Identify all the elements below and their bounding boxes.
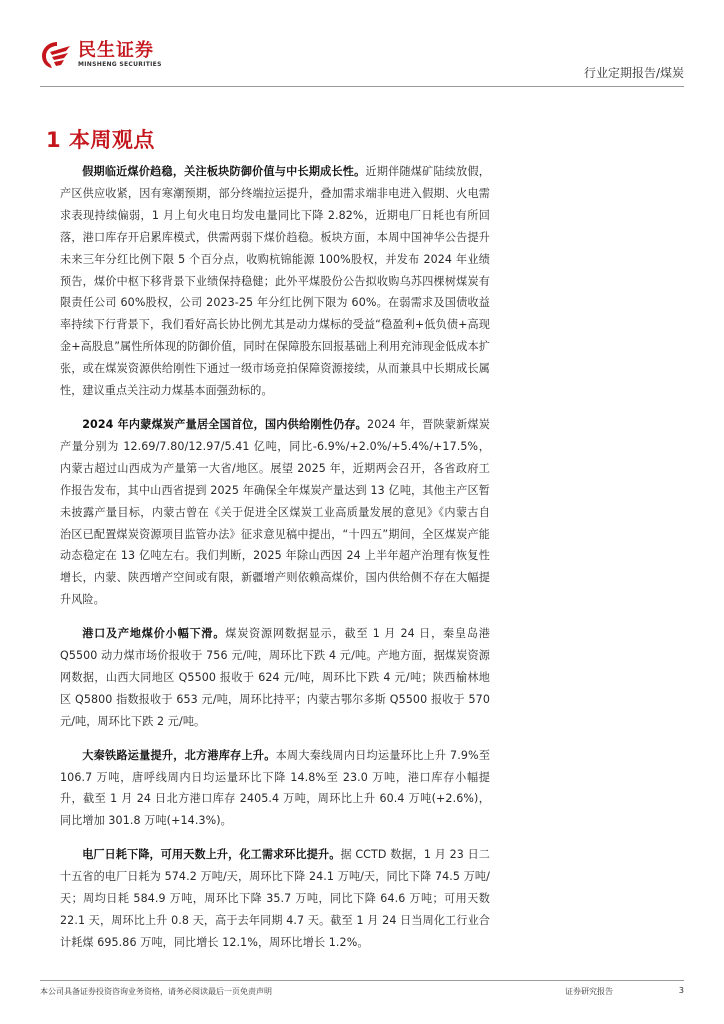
paragraph-text: 据 CCTD 数据，1 月 23 日二十五省的电厂日耗为 574.2 万吨/天，周环比下降 24.1 万吨/天，同比下降 74.5 万吨/天；周均日耗 584.9 万吨，周环比下降 35.7 万吨，同比下降 64.6 万吨；可用天数 22.1 天，周环比上升 0.8 天，高于去年同期 4.7 天。截至 1 月 24 日当周化工行业合计耗煤 695.86 万吨，同比增长 12.1%，周环比增长 1.2%。	[60, 848, 490, 949]
paragraph-text: 煤炭资源网数据显示，截至 1 月 24 日，秦皇岛港 Q5500 动力煤市场价报收于 756 元/吨，周环比下跌 4 元/吨。产地方面，据煤炭资源网数据，山西大同地区 Q5500 报收于 624 元/吨，周环比下跌 4 元/吨；陕西榆林地区 Q5800 指数报收于 653 元/吨，周环比持平；内蒙古鄂尔多斯 Q5500 报收于 570 元/吨，周环比下跌 2 元/吨。	[60, 627, 490, 728]
page-header	[40, 40, 684, 86]
paragraph-power-plant	[60, 844, 490, 954]
report-category: 行业定期报告/煤炭	[583, 66, 684, 80]
paragraph-price-view	[60, 161, 490, 402]
paragraph-lead: 假期临近煤价趋稳，关注板块防御价值与中长期成长性。	[82, 165, 366, 178]
paragraph-production	[60, 414, 490, 611]
paragraph-lead: 2024 年内蒙煤炭产量居全国首位，国内供给刚性仍存。	[82, 417, 368, 431]
minsheng-logo-icon	[40, 40, 74, 70]
paragraph-text: 近期伴随煤矿陆续放假，产区供应收紧，因有寒潮预期，部分终端拉运提升，叠加需求端非电进入假期、火电需求表现持续偏弱，1 月上旬火电日均发电量同比下降 2.82%，近期电厂日耗也有所回落，港口库存开启累库模式，供需两弱下煤价趋稳。板块方面，本周中国神华公告提升未来三年分红比例下限 5 个百分点，收购杭锦能源 100%股权，并发布 2024 年业绩预告，煤价中枢下移背景下业绩保持稳健；此外平煤股份公告拟收购乌苏四棵树煤炭有限责任公司 60%股权，公司 2023-25 年分红比例下限为 60%。在弱需求及国债收益率持续下行背景下，我们看好高长协比例尤其是动力煤标的受益“稳盈利+低负债+高现金+高股息”属性所体现的防御价值，同时在保障股东回报基础上利用充沛现金低成本扩张，或在煤炭资源供给刚性下通过一级市场竞拍保障资源接续，从而兼具中长期成长属性，建议重点关注动力煤基本面强劲标的。	[60, 165, 490, 398]
footer-divider	[40, 980, 684, 981]
paragraph-lead: 大秦铁路运量提升，北方港库存上升。	[82, 748, 276, 762]
logo-english-name: MINSHENG SECURITIES	[78, 61, 162, 68]
report-body	[60, 161, 490, 966]
paragraph-port-price	[60, 623, 490, 733]
section-title: 1 本周观点	[46, 128, 155, 152]
paragraph-text: 本周大秦线周内日均运量环比上升 7.9%至 106.7 万吨，唐呼线周内日均运量环比下降 14.8%至 23.0 万吨，港口库存小幅提升，截至 1 月 24 日北方港口库存 2405.4 万吨，周环比上升 60.4 万吨(+2.6%)，同比增加 301.8 万吨(+14.3%)。	[60, 748, 491, 828]
paragraph-lead: 港口及产地煤价小幅下滑。	[82, 627, 226, 641]
paragraph-lead: 电厂日耗下降，可用天数上升，化工需求环比提升。	[82, 848, 341, 862]
company-logo	[40, 40, 162, 70]
logo-chinese-name: 民生证券	[78, 40, 154, 61]
footer-label: 证券研究报告	[565, 987, 613, 996]
page-number: 3	[678, 986, 684, 995]
paragraph-text: 2024 年，晋陕蒙新煤炭产量分别为 12.69/7.80/12.97/5.41 亿吨，同比-6.9%/+2.0%/+5.4%/+17.5%，内蒙古超过山西成为产量第一大省/地区。展望 2025 年，近期两会召开，各省政府工作报告发布，其中山西省提到 2025 年确保全年煤炭产量达到 13 亿吨，其他主产区暂未披露产量目标，内蒙古曾在《关于促进全区煤炭工业高质量发展的意见》《内蒙古自治区已配置煤炭资源项目监管办法》征求意见稿中提出，“十四五”期间，全区煤炭产能动态稳定在 13 亿吨左右。我们判断，2025 年除山西因 24 上半年超产治理有恢复性增长，内蒙、陕西增产空间或有限，新疆增产则依赖高煤价，国内供给侧不存在大幅提升风险。	[60, 417, 490, 607]
header-divider	[40, 86, 684, 87]
paragraph-railway	[60, 745, 490, 833]
footer-disclaimer: 本公司具备证券投资咨询业务资格，请务必阅读最后一页免责声明	[40, 987, 272, 996]
